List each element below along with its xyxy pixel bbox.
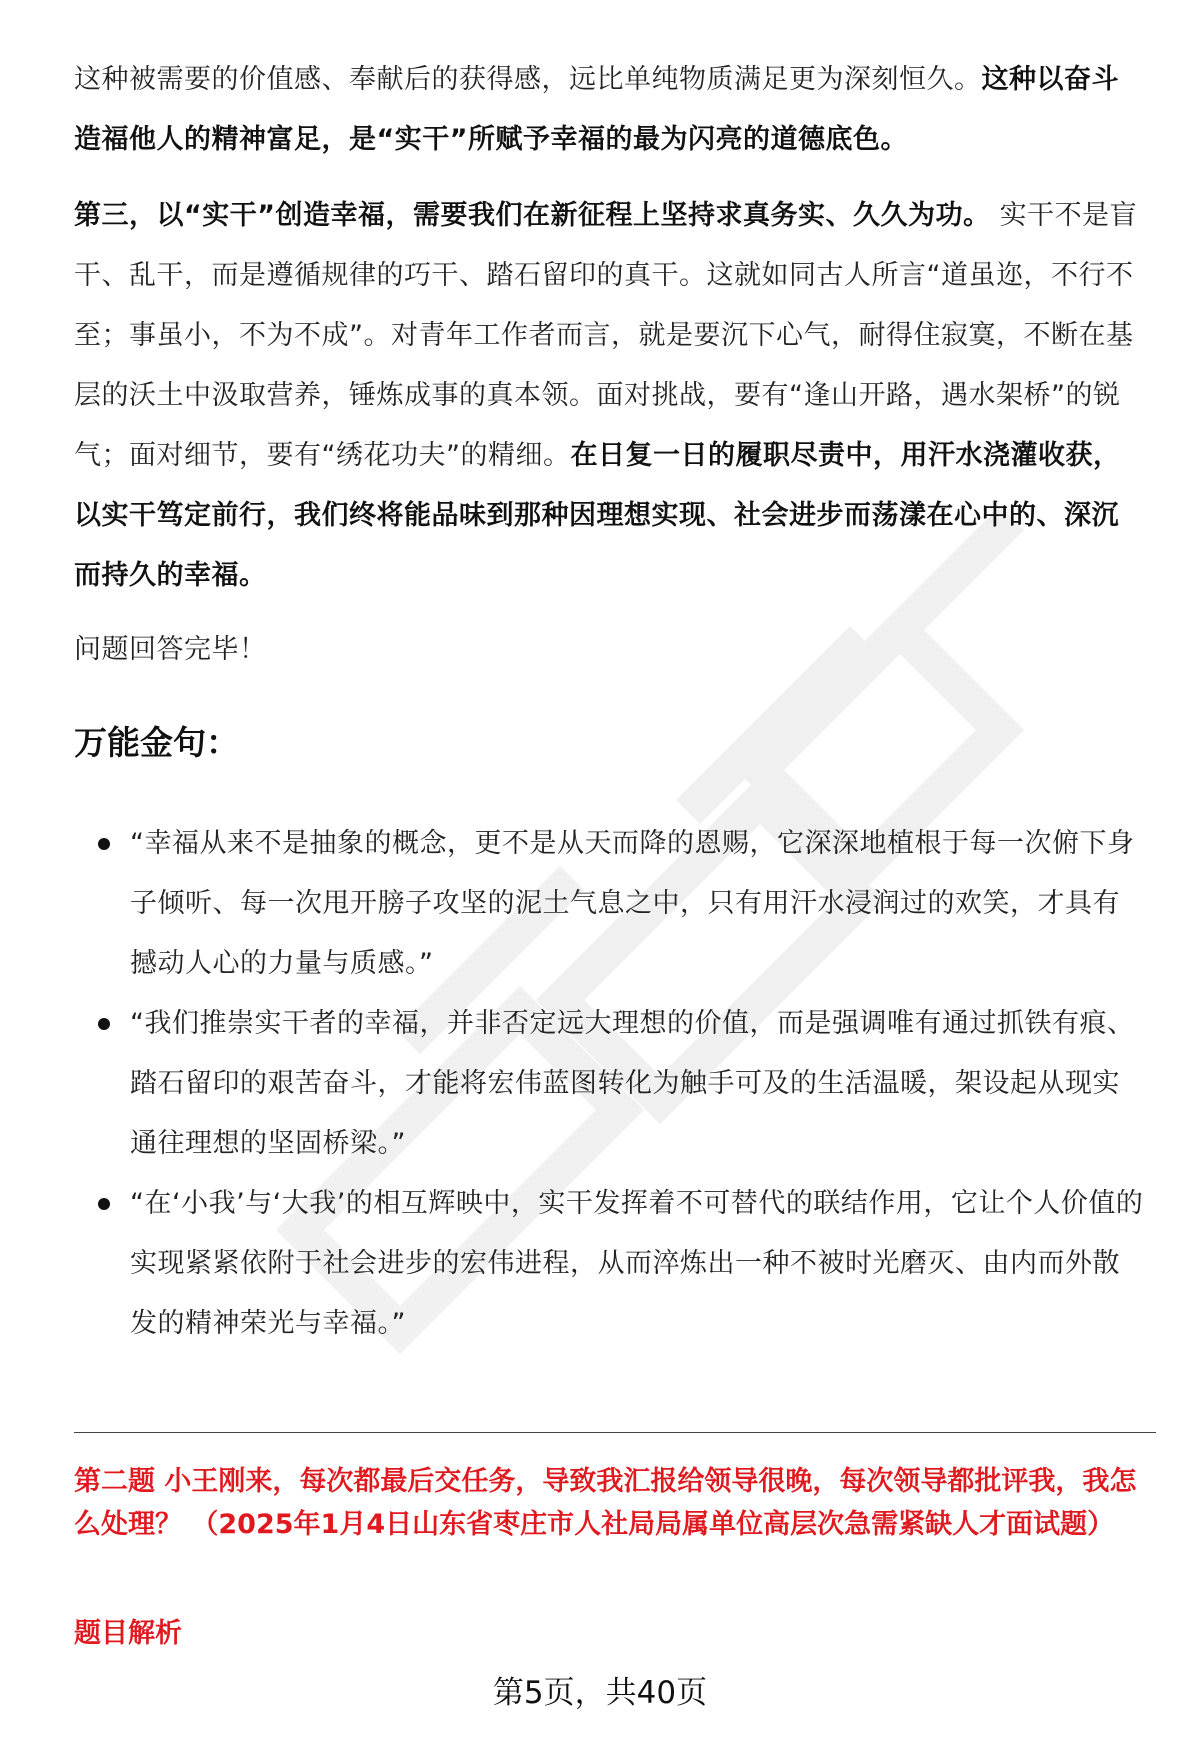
paragraph-2-lead: 第三，以“实干”创造幸福，需要我们在新征程上坚持求真务实、久久为功。 [74, 200, 991, 231]
list-item [74, 814, 1144, 994]
bullet-icon [98, 1018, 110, 1030]
bullet-icon [98, 1198, 110, 1210]
quote-text: “我们推崇实干者的幸福，并非否定远大理想的价值，而是强调唯有通过抓铁有痕、踏石留印的艰苦奋斗，才能将宏伟蓝图转化为触手可及的生活温暖，架设起从现实通往理想的坚固桥梁。” [130, 1008, 1135, 1159]
paragraph-1 [74, 50, 1144, 170]
section-heading: 万能金句： [74, 723, 239, 762]
paragraph-1-text: 这种被需要的价值感、奉献后的获得感，远比单纯物质满足更为深刻恒久。 [74, 64, 982, 95]
paragraph-2-bold-tail: 在日复一日的履职尽责中，用汗水浇灌收获，以实干笃定前行，我们终将能品味到那种因理想实现、社会进步而荡漾在心中的、深沉而持久的幸福。 [74, 440, 1121, 591]
list-item [74, 994, 1144, 1174]
quote-text: “在‘小我’与‘大我’的相互辉映中，实干发挥着不可替代的联结作用，它让个人价值的实现紧紧依附于社会进步的宏伟进程，从而淬炼出一种不被时光磨灭、由内而外散发的精神荣光与幸福。” [130, 1188, 1144, 1339]
main-content [74, 50, 1144, 1354]
paragraph-2-text: 实干不是盲干、乱干，而是遵循规律的巧干、踏石留印的真干。这就如同古人所言“道虽迩，不行不至；事虽小，不为不成”。对青年工作者而言，就是要沉下心气，耐得住寂寞，不断在基层的沃土中汲取营养，锤炼成事的真本领。面对挑战，要有“逢山开路，遇水架桥”的锐气；面对细节，要有“绣花功夫”的精细。 [74, 200, 1138, 471]
list-item [74, 1174, 1144, 1354]
bullet-icon [98, 838, 110, 850]
paragraph-1-bold: 这种以奋斗造福他人的精神富足，是“实干”所赋予幸福的最为闪亮的道德底色。 [74, 64, 1119, 155]
page-number: 第5页，共40页 [492, 1675, 708, 1711]
question-title: 第二题 小王刚来，每次都最后交任务，导致我汇报给领导很晚，每次领导都批评我，我怎么处理？ （2025年1月4日山东省枣庄市人社局局属单位高层次急需紧缺人才面试题） [74, 1466, 1137, 1540]
quote-text: “幸福从来不是抽象的概念，更不是从天而降的恩赐，它深深地植根于每一次俯下身子倾听、每一次甩开膀子攻坚的泥土气息之中，只有用汗水浸润过的欢笑，才具有撼动人心的力量与质感。” [130, 828, 1135, 979]
paragraph-2 [74, 186, 1144, 606]
quote-list [74, 814, 1144, 1354]
section-divider [74, 1432, 1156, 1433]
analysis-label: 题目解析 [74, 1618, 182, 1649]
closing-line: 问题回答完毕！ [74, 634, 267, 665]
